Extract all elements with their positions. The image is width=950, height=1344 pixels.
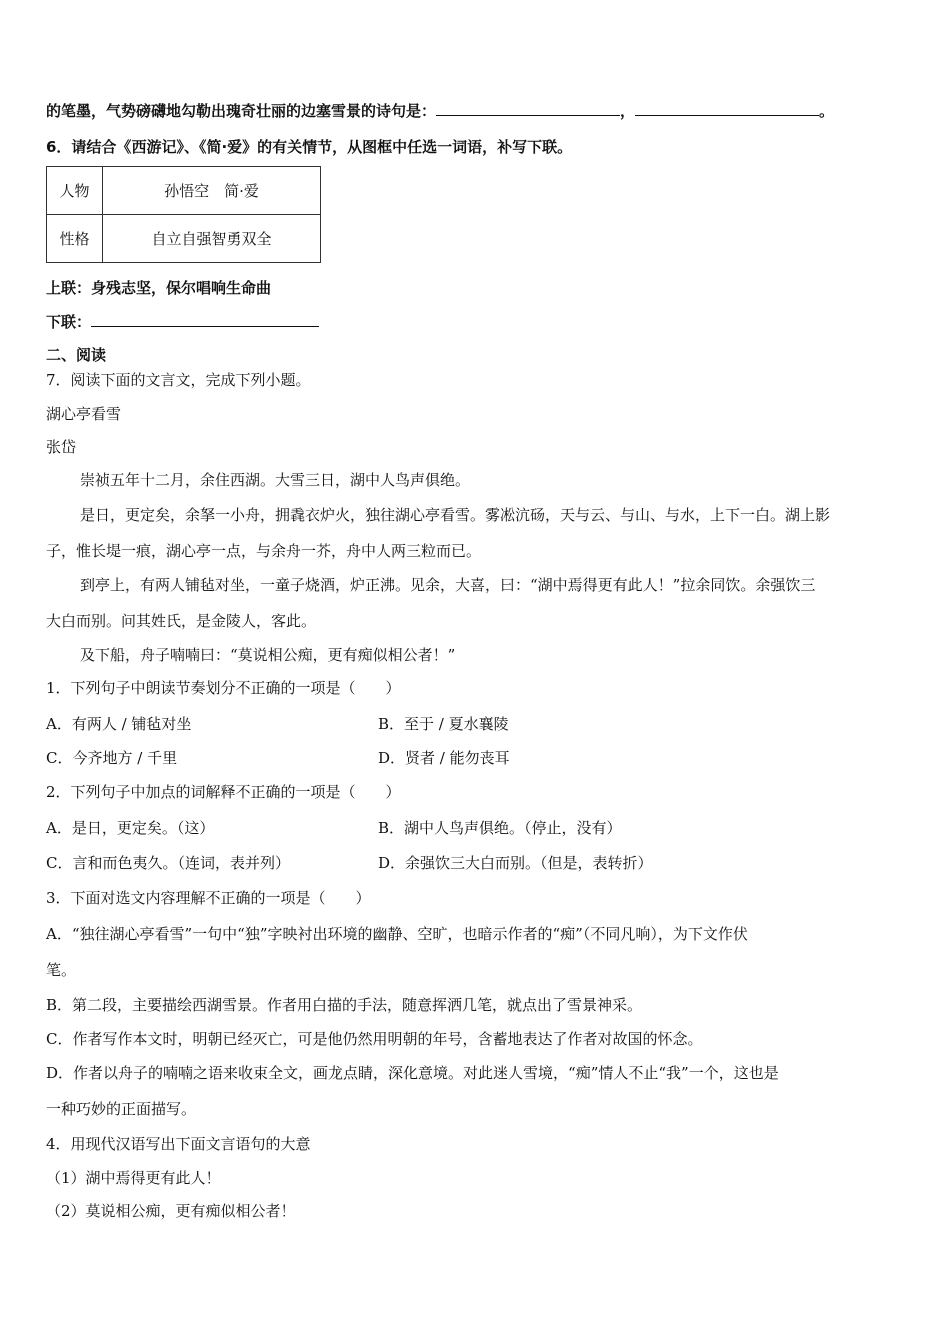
table-value-personality: 自立自强智勇双全: [103, 215, 321, 263]
sub-question-1: 1．下列句子中朗读节奏划分不正确的一项是（ ）: [46, 679, 401, 697]
section-reading-heading: 二、阅读: [46, 346, 107, 364]
passage-paragraph-1: 崇祯五年十二月，余住西湖。大雪三日，湖中人鸟声俱绝。: [80, 471, 471, 489]
option-2d: D．余强饮三大白而别。（但是，表转折）: [378, 854, 653, 872]
passage-paragraph-2-line-1: 是日，更定矣，余拏一小舟，拥毳衣炉火，独往湖心亭看雪。雾凇沆砀，天与云、与山、与水，上下一白。湖上影: [80, 506, 831, 524]
lower-couplet-label: 下联：: [46, 313, 92, 331]
passage-paragraph-2-line-2: 子，惟长堤一痕，湖心亭一点，与余舟一芥，舟中人两三粒而已。: [46, 542, 482, 560]
sub-question-4-item-2: （2）莫说相公痴，更有痴似相公者！: [46, 1202, 296, 1220]
option-3a-line-1: A．“独往湖心亭看雪”一句中“独”字映衬出环境的幽静、空旷，也暗示作者的“痴”（不同凡响），为下文作伏: [46, 925, 748, 943]
passage-title: 湖心亭看雪: [46, 405, 122, 423]
option-1a: A．有两人 / 铺毡对坐: [46, 715, 192, 733]
table-head-personality: 性格: [47, 215, 103, 263]
option-3d-line-2: 一种巧妙的正面描写。: [46, 1100, 197, 1118]
answer-blank-1[interactable]: [436, 100, 620, 116]
table-head-characters: 人物: [47, 167, 103, 215]
upper-couplet: 上联：身残志坚，保尔唱响生命曲: [46, 279, 272, 297]
option-3a-line-2: 笔。: [46, 961, 77, 979]
option-1c: C．今齐地方 / 千里: [46, 749, 178, 767]
option-3c: C．作者写作本文时，明朝已经灭亡，可是他仍然用明朝的年号，含蓄地表达了作者对故国的怀念。: [46, 1030, 703, 1048]
question-6: 6．请结合《西游记》、《简·爱》的有关情节，从图框中任选一词语，补写下联。: [46, 138, 573, 156]
option-2b: B．湖中人鸟声俱绝。（停止，没有）: [378, 819, 622, 837]
sub-question-4-item-1: （1）湖中焉得更有此人！: [46, 1169, 221, 1187]
option-2c: C．言和而色夷久。（连词，表并列）: [46, 854, 290, 872]
option-3b: B．第二段，主要描绘西湖雪景。作者用白描的手法，随意挥洒几笔，就点出了雪景神采。: [46, 996, 643, 1014]
passage-paragraph-4: 及下船，舟子喃喃曰：“莫说相公痴，更有痴似相公者！”: [80, 646, 456, 664]
option-3d-line-1: D．作者以舟子的喃喃之语来收束全文，画龙点睛，深化意境。对此迷人雪境，“痴”情人不止“我”一个，这也是: [46, 1064, 779, 1082]
answer-blank-2[interactable]: [635, 100, 819, 116]
table-value-characters: 孙悟空 简·爱: [103, 167, 321, 215]
poem-question-line: [46, 100, 834, 121]
period: 。: [819, 102, 835, 120]
option-1d: D．贤者 / 能勿丧耳: [378, 749, 510, 767]
passage-paragraph-3-line-1: 到亭上，有两人铺毡对坐，一童子烧酒，炉正沸。见余，大喜，曰：“湖中焉得更有此人！”拉余同饮。余强饮三: [80, 576, 816, 594]
lower-couplet-blank[interactable]: [91, 311, 319, 327]
comma: ，: [620, 102, 636, 120]
sub-question-4: 4．用现代汉语写出下面文言语句的大意: [46, 1135, 311, 1153]
sub-question-2: 2．下列句子中加点的词解释不正确的一项是（ ）: [46, 783, 401, 801]
word-box-table: [46, 166, 321, 263]
passage-author: 张岱: [46, 438, 77, 456]
option-2a: A．是日，更定矣。（这）: [46, 819, 215, 837]
option-1b: B．至于 / 夏水襄陵: [378, 715, 509, 733]
sub-question-3: 3．下面对选文内容理解不正确的一项是（ ）: [46, 889, 371, 907]
question-7: 7．阅读下面的文言文，完成下列小题。: [46, 371, 311, 389]
lower-couplet-line: [46, 311, 319, 332]
poem-question-text: 的笔墨，气势磅礴地勾勒出瑰奇壮丽的边塞雪景的诗句是：: [46, 102, 437, 120]
passage-paragraph-3-line-2: 大白而别。问其姓氏，是金陵人，客此。: [46, 612, 317, 630]
